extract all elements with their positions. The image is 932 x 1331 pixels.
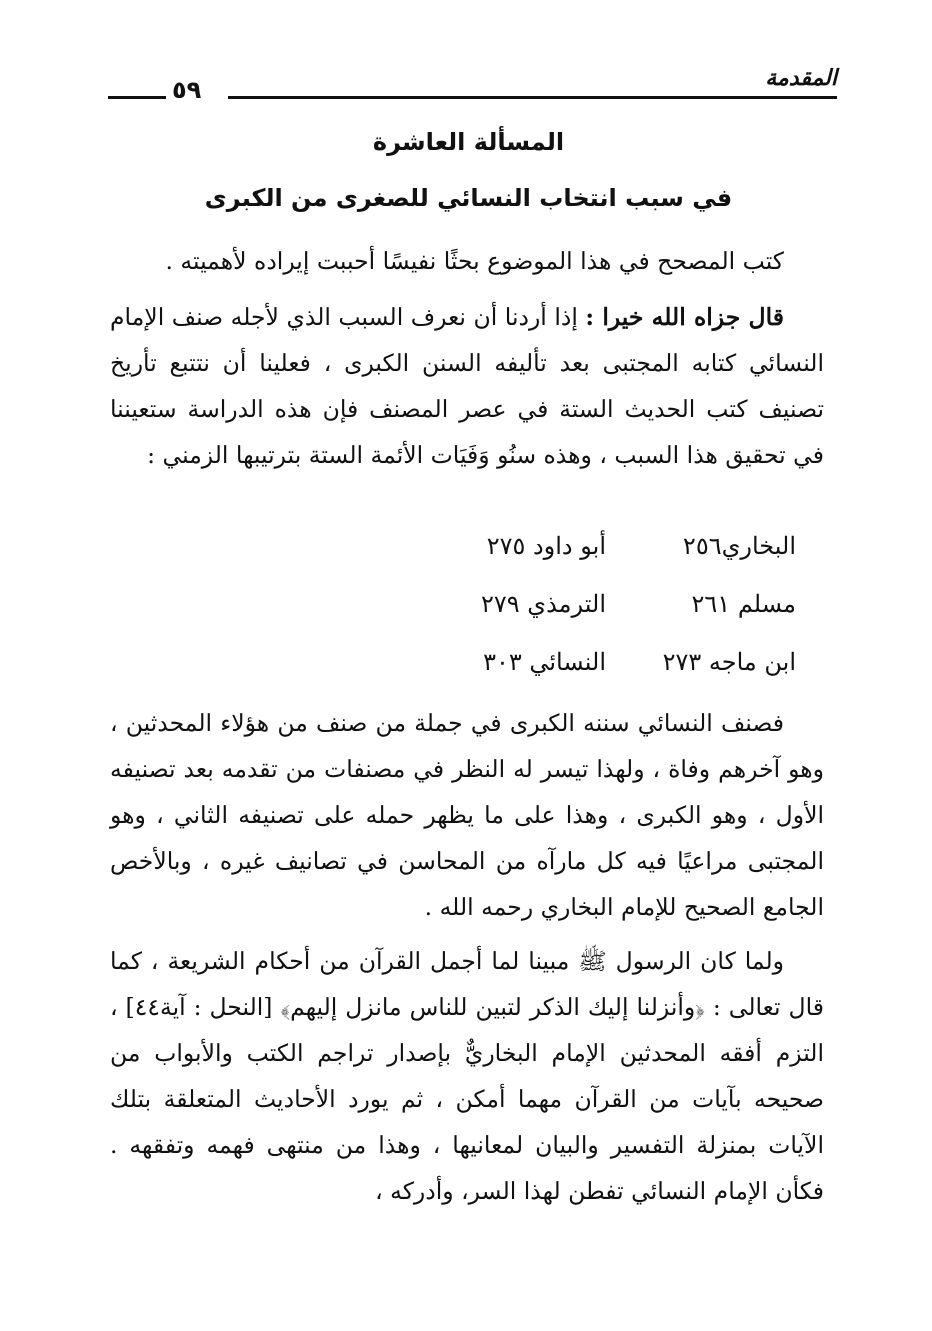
table-cell: البخاري٢٥٦ [682, 532, 796, 560]
header-rule-short [108, 96, 166, 99]
quote-lead: قال جزاه الله خيرا : [585, 303, 784, 331]
table-row [416, 590, 796, 648]
death-years-table [416, 532, 796, 706]
paragraph-text: ولما كان الرسول ﷺ مبينا لما أجمل القرآن من أحكام الشريعة ، كما قال تعالى : ﴿وأنزلنا إليك الذكر لتبين للناس مانزل إليهم﴾ [النحل : آية٤٤] ، التزم أفقه المحدثين الإمام البخاريٌّ بإصدار تراجم الكتب والأبواب من صحيحه بآيات من القرآن مهما أمكن ، ثم يورد الأحاديث المتعلقة بتلك الآيات بمنزلة التفسير والبيان لمعانيها ، وهذا من منتهى فهمه وتفقهه . فكأن الإمام النسائي تفطن لهذا السر، وأدركه ، [110, 947, 824, 1205]
table-cell: أبو داود ٢٧٥ [486, 532, 606, 560]
table-cell: الترمذي ٢٧٩ [480, 590, 606, 618]
quote-body: إذا أردنا أن نعرف السبب الذي لأجله صنف الإمام النسائي كتابه المجتبى بعد تأليفه السنن الكبرى ، فعلينا أن نتتبع تأريخ تصنيف كتب الحديث الستة في عصر المصنف فإن هذه الدراسة ستعيننا في تحقيق هذا السبب ، وهذه سنُو وَفَيَات الأئمة الستة بترتيبها الزمني : [110, 303, 824, 469]
table-cell: النسائي ٣٠٣ [483, 648, 606, 676]
header-rule [228, 96, 837, 99]
table-cell: ابن ماجه ٢٧٣ [662, 648, 796, 676]
page-number: ٥٩ [172, 76, 202, 104]
table-cell: مسلم ٢٦١ [691, 590, 796, 618]
running-head: المقدمة [765, 66, 837, 91]
section-title: المسألة العاشرة [372, 128, 565, 156]
intro-text: كتب المصحح في هذا الموضوع بحثًا نفيسًا أحببت إيراده لأهميته . [165, 247, 784, 275]
intro-paragraph [110, 238, 824, 284]
body-paragraph [110, 938, 824, 1214]
table-row [416, 648, 796, 706]
section-subtitle: في سبب انتخاب النسائي للصغرى من الكبرى [204, 184, 733, 212]
table-row [416, 532, 796, 590]
body-paragraph [110, 700, 824, 930]
quote-paragraph [110, 294, 824, 478]
paragraph-text: فصنف النسائي سننه الكبرى في جملة من صنف من هؤلاء المحدثين ، وهو آخرهم وفاة ، ولهذا تيسر له النظر في مصنفات من تقدمه بعد تصنيفه الأول ، وهو الكبرى ، وهذا على ما يظهر حمله على تصنيفه الثاني ، وهو المجتبى مراعيًا فيه كل مارآه من المحاسن في تصانيف غيره ، وبالأخص الجامع الصحيح للإمام البخاري رحمه الله . [110, 709, 824, 921]
